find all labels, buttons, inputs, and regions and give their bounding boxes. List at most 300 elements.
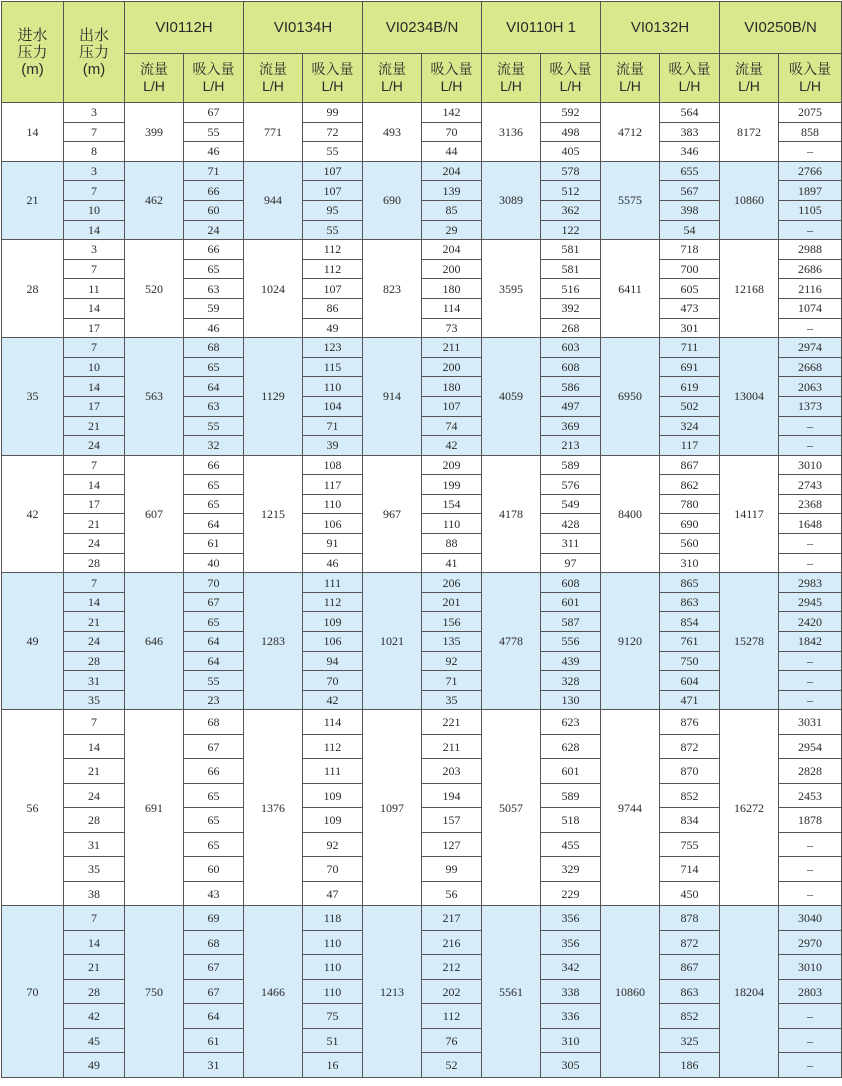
- suction-cell: 328: [541, 671, 601, 691]
- header-text-line: L/H: [262, 78, 284, 94]
- inlet-pressure-cell: 49: [2, 573, 64, 710]
- suction-cell: 301: [660, 318, 720, 338]
- suction-cell: 64: [184, 514, 244, 534]
- outlet-pressure-cell: 35: [64, 690, 125, 710]
- flow-cell: 399: [125, 103, 184, 162]
- suction-cell: 578: [541, 161, 601, 181]
- outlet-pressure-cell: 24: [64, 436, 125, 456]
- flow-cell: 1021: [363, 573, 422, 710]
- suction-cell: 202: [422, 979, 482, 1004]
- suction-cell: –: [779, 690, 842, 710]
- inlet-pressure-cell: 56: [2, 710, 64, 906]
- table-row: [2, 710, 842, 735]
- suction-cell: 65: [184, 357, 244, 377]
- header-text-line: L/H: [440, 78, 463, 94]
- suction-cell: 127: [422, 832, 482, 857]
- suction-cell: 204: [422, 161, 482, 181]
- suction-cell: –: [779, 534, 842, 554]
- flow-header: [482, 54, 541, 103]
- header-text-line: 吸入量: [789, 61, 832, 77]
- suction-cell: 383: [660, 122, 720, 142]
- flow-cell: 1466: [244, 906, 303, 1078]
- outlet-pressure-cell: 7: [64, 181, 125, 201]
- suction-cell: –: [779, 1004, 842, 1029]
- suction-cell: 336: [541, 1004, 601, 1029]
- suction-cell: 66: [184, 240, 244, 260]
- suction-cell: 59: [184, 298, 244, 318]
- flow-cell: 3595: [482, 240, 541, 338]
- suction-cell: 194: [422, 783, 482, 808]
- suction-cell: 2420: [779, 612, 842, 632]
- table-row: [2, 573, 842, 593]
- suction-cell: 60: [184, 857, 244, 882]
- suction-cell: 64: [184, 651, 244, 671]
- flow-cell: 6411: [601, 240, 660, 338]
- outlet-pressure-cell: 28: [64, 808, 125, 833]
- suction-cell: 156: [422, 612, 482, 632]
- suction-cell: 872: [660, 734, 720, 759]
- suction-cell: 556: [541, 632, 601, 652]
- suction-cell: 40: [184, 553, 244, 573]
- suction-cell: 2988: [779, 240, 842, 260]
- table-row: [2, 103, 842, 123]
- suction-cell: 201: [422, 592, 482, 612]
- suction-cell: 67: [184, 103, 244, 123]
- suction-cell: 110: [303, 955, 363, 980]
- suction-cell: 1373: [779, 396, 842, 416]
- flow-cell: 4178: [482, 455, 541, 573]
- flow-cell: 462: [125, 161, 184, 239]
- flow-cell: 646: [125, 573, 184, 710]
- suction-cell: 311: [541, 534, 601, 554]
- suction-cell: 112: [303, 592, 363, 612]
- outlet-pressure-cell: 7: [64, 710, 125, 735]
- suction-cell: 135: [422, 632, 482, 652]
- suction-cell: 576: [541, 475, 601, 495]
- header-text-line: L/H: [678, 78, 701, 94]
- table-body: [2, 103, 842, 1078]
- suction-cell: –: [779, 1028, 842, 1053]
- suction-cell: 63: [184, 396, 244, 416]
- suction-cell: 67: [184, 979, 244, 1004]
- outlet-pressure-cell: 8: [64, 142, 125, 162]
- suction-cell: 473: [660, 298, 720, 318]
- flow-cell: 16272: [720, 710, 779, 906]
- suction-cell: 92: [303, 832, 363, 857]
- outlet-pressure-cell: 7: [64, 455, 125, 475]
- suction-cell: 55: [184, 122, 244, 142]
- suction-cell: 604: [660, 671, 720, 691]
- suction-cell: 518: [541, 808, 601, 833]
- flow-cell: 13004: [720, 338, 779, 456]
- suction-cell: 71: [303, 416, 363, 436]
- suction-cell: 589: [541, 783, 601, 808]
- suction-cell: 65: [184, 832, 244, 857]
- header-text-line: 吸入量: [549, 61, 592, 77]
- suction-cell: 2945: [779, 592, 842, 612]
- suction-cell: 112: [303, 259, 363, 279]
- suction-cell: 111: [303, 759, 363, 784]
- flow-cell: 520: [125, 240, 184, 338]
- suction-cell: 3010: [779, 455, 842, 475]
- header-text-line: 压力: [17, 43, 48, 61]
- suction-cell: 872: [660, 930, 720, 955]
- suction-cell: 97: [541, 553, 601, 573]
- suction-cell: 750: [660, 651, 720, 671]
- suction-cell: 107: [303, 279, 363, 299]
- suction-cell: 755: [660, 832, 720, 857]
- suction-cell: 2453: [779, 783, 842, 808]
- suction-cell: –: [779, 220, 842, 240]
- suction-cell: 718: [660, 240, 720, 260]
- suction-cell: 29: [422, 220, 482, 240]
- suction-cell: 2116: [779, 279, 842, 299]
- header-text-line: 进水: [17, 26, 48, 44]
- suction-cell: 46: [184, 142, 244, 162]
- header-text-line: 流量: [378, 61, 407, 77]
- model-header: VI0134H: [244, 2, 363, 54]
- suction-cell: 65: [184, 494, 244, 514]
- suction-cell: 130: [541, 690, 601, 710]
- outlet-pressure-cell: 3: [64, 103, 125, 123]
- suction-cell: 64: [184, 632, 244, 652]
- suction-cell: 581: [541, 259, 601, 279]
- header-text-line: L/H: [738, 78, 760, 94]
- table-row: [2, 338, 842, 358]
- flow-cell: 1215: [244, 455, 303, 573]
- inlet-pressure-cell: 70: [2, 906, 64, 1078]
- suction-cell: 512: [541, 181, 601, 201]
- suction-cell: 85: [422, 200, 482, 220]
- suction-header: [541, 54, 601, 103]
- suction-cell: 586: [541, 377, 601, 397]
- suction-cell: 1878: [779, 808, 842, 833]
- suction-cell: 106: [303, 632, 363, 652]
- suction-cell: 112: [303, 734, 363, 759]
- suction-cell: 3031: [779, 710, 842, 735]
- suction-cell: 122: [541, 220, 601, 240]
- suction-cell: –: [779, 651, 842, 671]
- suction-cell: 32: [184, 436, 244, 456]
- suction-cell: 107: [303, 181, 363, 201]
- suction-cell: 356: [541, 930, 601, 955]
- suction-cell: 834: [660, 808, 720, 833]
- flow-cell: 944: [244, 161, 303, 239]
- suction-cell: 94: [303, 651, 363, 671]
- suction-cell: 608: [541, 573, 601, 593]
- table-header: [2, 2, 842, 103]
- suction-cell: 564: [660, 103, 720, 123]
- suction-cell: 516: [541, 279, 601, 299]
- suction-cell: 369: [541, 416, 601, 436]
- header-text-line: 流量: [735, 61, 764, 77]
- table-row: [2, 240, 842, 260]
- suction-cell: 66: [184, 181, 244, 201]
- suction-cell: 1648: [779, 514, 842, 534]
- suction-cell: 1074: [779, 298, 842, 318]
- suction-cell: 23: [184, 690, 244, 710]
- flow-cell: 967: [363, 455, 422, 573]
- table-row: [2, 455, 842, 475]
- header-text-line: L/H: [202, 78, 225, 94]
- suction-cell: 63: [184, 279, 244, 299]
- outlet-pressure-cell: 14: [64, 930, 125, 955]
- suction-cell: 2983: [779, 573, 842, 593]
- suction-cell: 878: [660, 906, 720, 931]
- suction-cell: 619: [660, 377, 720, 397]
- flow-cell: 3136: [482, 103, 541, 162]
- suction-cell: 31: [184, 1053, 244, 1078]
- suction-cell: 603: [541, 338, 601, 358]
- suction-cell: 109: [303, 783, 363, 808]
- outlet-pressure-cell: 10: [64, 200, 125, 220]
- suction-cell: 2686: [779, 259, 842, 279]
- suction-cell: 41: [422, 553, 482, 573]
- outlet-pressure-cell: 14: [64, 220, 125, 240]
- suction-cell: 567: [660, 181, 720, 201]
- header-text-line: L/H: [559, 78, 582, 94]
- suction-cell: 392: [541, 298, 601, 318]
- outlet-pressure-cell: 24: [64, 534, 125, 554]
- suction-cell: –: [779, 857, 842, 882]
- outlet-pressure-cell: 7: [64, 338, 125, 358]
- suction-cell: 55: [184, 671, 244, 691]
- suction-cell: 110: [303, 930, 363, 955]
- suction-cell: 92: [422, 651, 482, 671]
- suction-cell: 67: [184, 592, 244, 612]
- suction-cell: 216: [422, 930, 482, 955]
- flow-cell: 5057: [482, 710, 541, 906]
- flow-cell: 9120: [601, 573, 660, 710]
- suction-cell: 691: [660, 357, 720, 377]
- suction-cell: 199: [422, 475, 482, 495]
- suction-cell: 854: [660, 612, 720, 632]
- suction-cell: 211: [422, 338, 482, 358]
- suction-cell: –: [779, 318, 842, 338]
- suction-cell: 560: [660, 534, 720, 554]
- suction-cell: 858: [779, 122, 842, 142]
- suction-cell: 69: [184, 906, 244, 931]
- flow-cell: 607: [125, 455, 184, 573]
- outlet-pressure-cell: 21: [64, 514, 125, 534]
- outlet-pressure-cell: 17: [64, 494, 125, 514]
- flow-cell: 690: [363, 161, 422, 239]
- suction-header: [422, 54, 482, 103]
- suction-header: [184, 54, 244, 103]
- suction-cell: 876: [660, 710, 720, 735]
- suction-cell: 867: [660, 455, 720, 475]
- suction-cell: 123: [303, 338, 363, 358]
- suction-cell: 70: [422, 122, 482, 142]
- suction-cell: 107: [422, 396, 482, 416]
- inlet-pressure-cell: 28: [2, 240, 64, 338]
- suction-cell: 310: [541, 1028, 601, 1053]
- inlet-pressure-cell: 35: [2, 338, 64, 456]
- suction-cell: 338: [541, 979, 601, 1004]
- suction-cell: 450: [660, 881, 720, 906]
- suction-cell: 76: [422, 1028, 482, 1053]
- suction-cell: 863: [660, 592, 720, 612]
- outlet-pressure-cell: 38: [64, 881, 125, 906]
- outlet-pressure-cell: 49: [64, 1053, 125, 1078]
- suction-cell: 118: [303, 906, 363, 931]
- suction-cell: 498: [541, 122, 601, 142]
- suction-cell: 268: [541, 318, 601, 338]
- suction-cell: 110: [303, 494, 363, 514]
- flow-cell: 691: [125, 710, 184, 906]
- suction-cell: –: [779, 671, 842, 691]
- suction-cell: 66: [184, 759, 244, 784]
- suction-cell: 2766: [779, 161, 842, 181]
- suction-cell: 70: [184, 573, 244, 593]
- suction-cell: 104: [303, 396, 363, 416]
- suction-cell: 64: [184, 1004, 244, 1029]
- suction-cell: 110: [303, 979, 363, 1004]
- flow-cell: 1283: [244, 573, 303, 710]
- suction-cell: 110: [303, 377, 363, 397]
- suction-header: [779, 54, 842, 103]
- suction-cell: 108: [303, 455, 363, 475]
- model-header: VI0234B/N: [363, 2, 482, 54]
- suction-cell: 623: [541, 710, 601, 735]
- flow-cell: 1097: [363, 710, 422, 906]
- suction-cell: 852: [660, 1004, 720, 1029]
- flow-cell: 12168: [720, 240, 779, 338]
- suction-cell: 24: [184, 220, 244, 240]
- suction-cell: 112: [422, 1004, 482, 1029]
- header-text-line: 吸入量: [430, 61, 473, 77]
- suction-cell: –: [779, 436, 842, 456]
- suction-cell: 761: [660, 632, 720, 652]
- suction-cell: 221: [422, 710, 482, 735]
- flow-cell: 1129: [244, 338, 303, 456]
- header-text-line: L/H: [381, 78, 403, 94]
- suction-cell: 70: [303, 857, 363, 882]
- suction-cell: 865: [660, 573, 720, 593]
- suction-cell: 68: [184, 338, 244, 358]
- outlet-pressure-cell: 21: [64, 955, 125, 980]
- suction-cell: 428: [541, 514, 601, 534]
- outlet-pressure-cell: 7: [64, 906, 125, 931]
- suction-cell: 325: [660, 1028, 720, 1053]
- suction-cell: 2368: [779, 494, 842, 514]
- suction-cell: –: [779, 1053, 842, 1078]
- suction-cell: 42: [422, 436, 482, 456]
- suction-cell: 42: [303, 690, 363, 710]
- flow-cell: 1376: [244, 710, 303, 906]
- suction-cell: 439: [541, 651, 601, 671]
- outlet-pressure-cell: 21: [64, 612, 125, 632]
- flow-header: [125, 54, 184, 103]
- inlet-pressure-header: [2, 2, 64, 103]
- outlet-pressure-cell: 31: [64, 832, 125, 857]
- flow-cell: 5575: [601, 161, 660, 239]
- outlet-pressure-cell: 14: [64, 734, 125, 759]
- suction-cell: –: [779, 881, 842, 906]
- suction-cell: 200: [422, 357, 482, 377]
- suction-cell: 110: [422, 514, 482, 534]
- flow-cell: 4712: [601, 103, 660, 162]
- flow-cell: 1213: [363, 906, 422, 1078]
- suction-cell: 86: [303, 298, 363, 318]
- suction-cell: 1897: [779, 181, 842, 201]
- suction-cell: 780: [660, 494, 720, 514]
- suction-cell: 324: [660, 416, 720, 436]
- header-text-line: 吸入量: [311, 61, 354, 77]
- flow-cell: 3089: [482, 161, 541, 239]
- suction-cell: 863: [660, 979, 720, 1004]
- suction-cell: 49: [303, 318, 363, 338]
- outlet-pressure-cell: 7: [64, 259, 125, 279]
- flow-cell: 14117: [720, 455, 779, 573]
- flow-cell: 563: [125, 338, 184, 456]
- header-text-line: 吸入量: [192, 61, 235, 77]
- header-text-line: 流量: [140, 61, 168, 77]
- suction-cell: 305: [541, 1053, 601, 1078]
- suction-cell: 73: [422, 318, 482, 338]
- suction-cell: 180: [422, 377, 482, 397]
- suction-cell: 2954: [779, 734, 842, 759]
- suction-cell: 549: [541, 494, 601, 514]
- outlet-pressure-cell: 10: [64, 357, 125, 377]
- flow-cell: 771: [244, 103, 303, 162]
- suction-cell: 2970: [779, 930, 842, 955]
- header-text-line: 出水: [78, 26, 109, 44]
- suction-cell: 862: [660, 475, 720, 495]
- suction-cell: 310: [660, 553, 720, 573]
- flow-header: [363, 54, 422, 103]
- suction-cell: 589: [541, 455, 601, 475]
- outlet-pressure-cell: 3: [64, 240, 125, 260]
- performance-table: [1, 1, 842, 1078]
- suction-cell: 56: [422, 881, 482, 906]
- suction-cell: 35: [422, 690, 482, 710]
- suction-cell: 362: [541, 200, 601, 220]
- outlet-pressure-cell: 17: [64, 396, 125, 416]
- suction-cell: 329: [541, 857, 601, 882]
- suction-cell: 405: [541, 142, 601, 162]
- outlet-pressure-cell: 14: [64, 475, 125, 495]
- suction-cell: 605: [660, 279, 720, 299]
- suction-cell: 55: [303, 142, 363, 162]
- suction-cell: 65: [184, 783, 244, 808]
- suction-cell: 592: [541, 103, 601, 123]
- header-text-line: L/H: [619, 78, 641, 94]
- header-text-line: (m): [21, 60, 44, 78]
- flow-cell: 10860: [601, 906, 660, 1078]
- flow-cell: 1024: [244, 240, 303, 338]
- suction-cell: 46: [184, 318, 244, 338]
- outlet-pressure-cell: 28: [64, 553, 125, 573]
- suction-cell: 852: [660, 783, 720, 808]
- suction-cell: 99: [303, 103, 363, 123]
- model-header: VI0132H: [601, 2, 720, 54]
- suction-cell: 70: [303, 671, 363, 691]
- outlet-pressure-header: [64, 2, 125, 103]
- outlet-pressure-cell: 7: [64, 122, 125, 142]
- suction-cell: 67: [184, 955, 244, 980]
- suction-cell: –: [779, 553, 842, 573]
- header-text-line: L/H: [321, 78, 344, 94]
- suction-cell: 700: [660, 259, 720, 279]
- suction-cell: 212: [422, 955, 482, 980]
- suction-cell: 157: [422, 808, 482, 833]
- suction-cell: 16: [303, 1053, 363, 1078]
- suction-cell: 209: [422, 455, 482, 475]
- suction-cell: 109: [303, 612, 363, 632]
- outlet-pressure-cell: 35: [64, 857, 125, 882]
- outlet-pressure-cell: 24: [64, 632, 125, 652]
